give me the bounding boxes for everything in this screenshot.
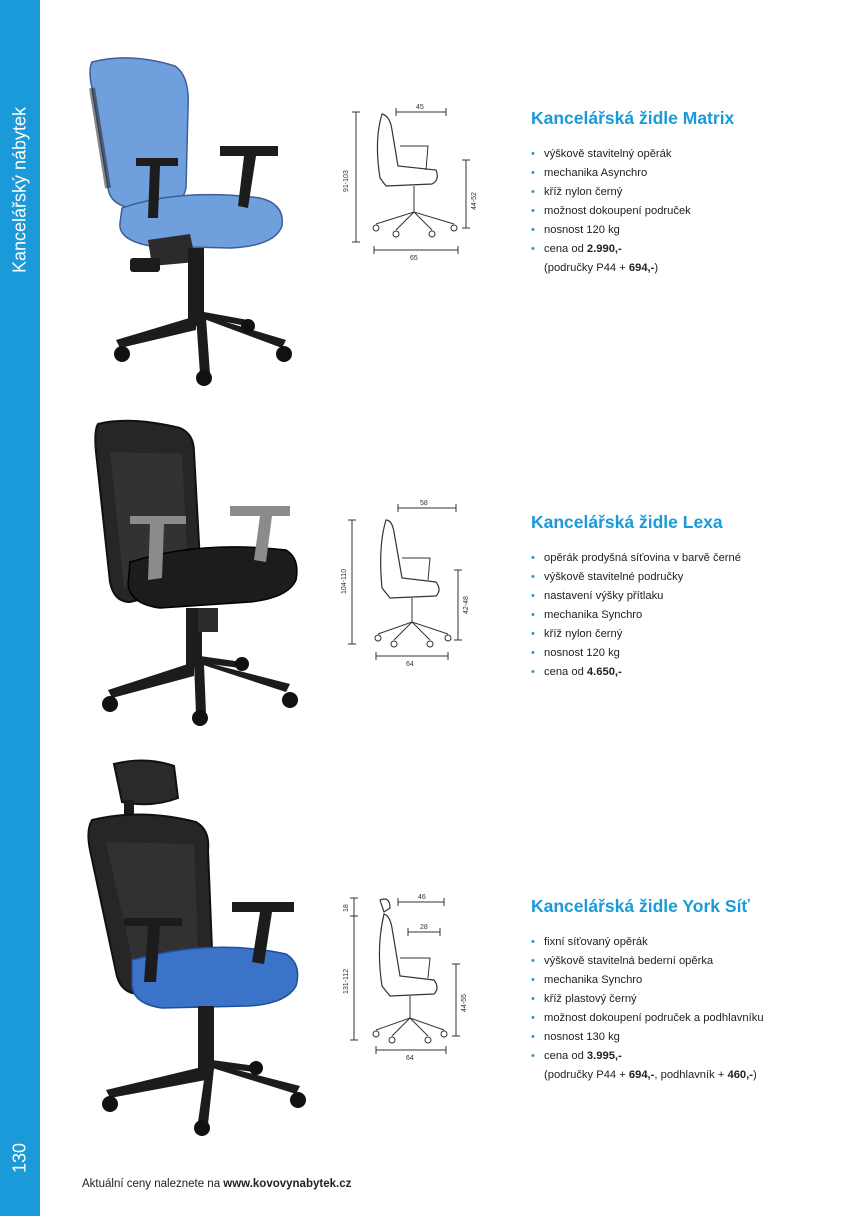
dim-bottom: 64 [406, 661, 414, 666]
feature-item: • nosnost 120 kg [531, 644, 851, 663]
accessory-price [531, 1066, 851, 1085]
feature-item: • opěrák prodyšná síťovina v barvě černé [531, 549, 851, 568]
price: 2.990,- [586, 243, 622, 255]
price-label: cena od [544, 243, 587, 255]
section-title-text: Kancelářský nábytek [9, 106, 30, 274]
feature-item: • fixní síťovaný opěrák [531, 933, 851, 952]
feature-item: • výškově stavitelná bederní opěrka [531, 952, 851, 971]
accessory-price-value: 694,- [628, 1069, 655, 1081]
dim-left: 104-110 [341, 568, 348, 594]
accessory-price-value: 694,- [628, 262, 655, 274]
price-item [531, 240, 851, 259]
price: 4.650,- [586, 666, 622, 678]
dim-left: 131-112 [343, 968, 350, 994]
dim-bottom: 64 [406, 1055, 414, 1062]
product-title: Kancelářská židle Matrix [531, 108, 735, 128]
section-title [0, 0, 40, 1216]
dim-head: 18 [343, 904, 350, 912]
product-photo-lexa [90, 412, 310, 734]
dim-right: 42-48 [463, 596, 470, 614]
dim-top: 58 [420, 500, 428, 507]
price-label: cena od [544, 666, 587, 678]
dimension-drawing-lexa [336, 496, 486, 666]
feature-item: • mechanika Synchro [531, 606, 851, 625]
dim-right: 44-55 [461, 994, 468, 1012]
feature-item: • nastavení výšky přítlaku [531, 587, 851, 606]
feature-item: • kříž plastový černý [531, 990, 851, 1009]
feature-item: • možnost dokoupení područek [531, 202, 851, 221]
feature-list [531, 145, 851, 278]
product-york [531, 896, 851, 1085]
feature-item: • nosnost 120 kg [531, 221, 851, 240]
product-lexa [531, 512, 851, 682]
accessory-text: (područky P44 + [544, 262, 629, 274]
feature-item: • možnost dokoupení područek a podhlavníku [531, 1009, 851, 1028]
footer-website-link[interactable]: www.kovovynabytek.cz [223, 1178, 352, 1190]
dim-right: 44-52 [471, 192, 478, 210]
footer-text: Aktuální ceny naleznete na [82, 1178, 224, 1190]
dim-top: 45 [416, 104, 424, 111]
price-label: cena od [544, 1050, 587, 1062]
page-number: 130 [9, 1142, 30, 1174]
dim-bottom: 65 [410, 255, 418, 260]
price: 3.995,- [586, 1050, 622, 1062]
accessory-text: (područky P44 + [544, 1069, 629, 1081]
accessory-price-value-2: 460,- [727, 1069, 753, 1081]
feature-item: • nosnost 130 kg [531, 1028, 851, 1047]
feature-item: • mechanika Asynchro [531, 164, 851, 183]
feature-item: • výškově stavitelné područky [531, 568, 851, 587]
product-matrix [531, 108, 851, 278]
price-item [531, 1047, 851, 1066]
price-item [531, 663, 851, 682]
accessory-text-end: ) [752, 1069, 757, 1081]
footer [82, 1178, 351, 1190]
dim-top: 46 [418, 894, 426, 901]
feature-list [531, 549, 851, 682]
product-photo-york [62, 750, 312, 1145]
accessory-text-end: ) [654, 262, 659, 274]
feature-item: • výškově stavitelný opěrák [531, 145, 851, 164]
feature-item: • kříž nylon černý [531, 625, 851, 644]
feature-item: • mechanika Synchro [531, 971, 851, 990]
product-title: Kancelářská židle York Síť [531, 896, 750, 916]
product-photo-matrix [70, 48, 310, 393]
feature-list [531, 933, 851, 1085]
dimension-drawing-matrix [336, 100, 486, 260]
accessory-text-mid: , podhlavník + [654, 1069, 728, 1081]
product-title: Kancelářská židle Lexa [531, 512, 723, 532]
dim-left: 91-103 [343, 170, 350, 192]
dimension-drawing-york [336, 888, 486, 1063]
dim-inner: 28 [420, 924, 428, 931]
accessory-price [531, 259, 851, 278]
feature-item: • kříž nylon černý [531, 183, 851, 202]
